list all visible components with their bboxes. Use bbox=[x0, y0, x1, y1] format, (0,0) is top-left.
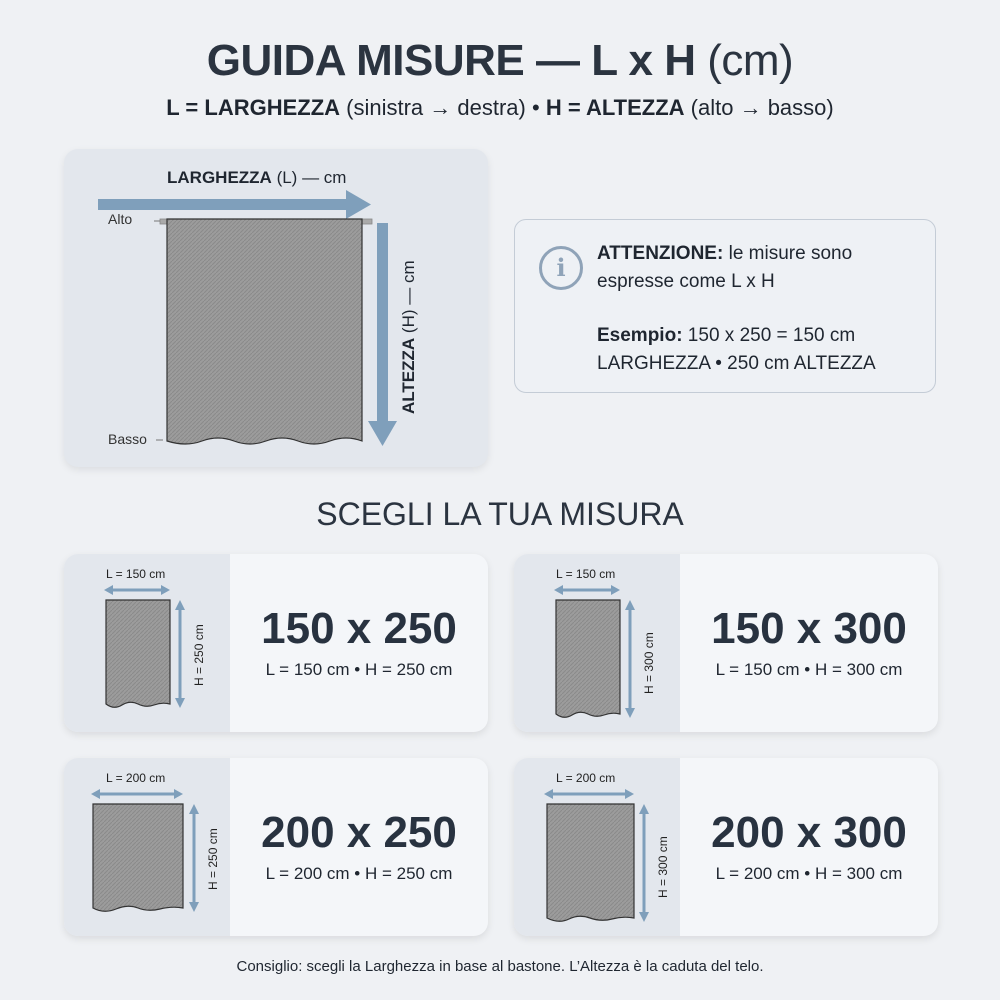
size-title: 150 x 250 bbox=[261, 604, 457, 653]
info-example-key: Esempio: bbox=[597, 325, 683, 346]
size-title: 150 x 300 bbox=[711, 604, 907, 653]
height-arrow-icon bbox=[175, 600, 185, 708]
info-note-text: le misure sono espresse come L x H bbox=[597, 243, 853, 292]
info-example bbox=[597, 322, 927, 378]
curtain-diagram bbox=[64, 149, 488, 467]
width-label-key: LARGHEZZA bbox=[167, 168, 272, 187]
footer-tip: Consiglio: scegli la Larghezza in base al bastone. L’Altezza è la caduta del telo. bbox=[236, 958, 764, 975]
size-detail: L = 150 cm • H = 300 cm bbox=[715, 660, 903, 679]
height-arrow-icon bbox=[625, 600, 635, 718]
size-thumbnail bbox=[514, 758, 680, 936]
size-option-card[interactable] bbox=[514, 554, 938, 732]
width-label-unit: (L) — cm bbox=[276, 168, 347, 187]
width-label: L = 150 cm bbox=[556, 567, 616, 581]
subtitle-l-desc: (sinistra → destra) bbox=[346, 95, 526, 120]
height-arrow-icon bbox=[368, 223, 397, 446]
height-label: H = 300 cm bbox=[656, 836, 670, 898]
curtain-fabric bbox=[547, 804, 634, 921]
page-subtitle bbox=[0, 95, 1000, 121]
title-unit: (cm) bbox=[707, 36, 794, 85]
info-callout bbox=[514, 219, 936, 393]
curtain-fabric bbox=[556, 600, 620, 717]
curtain-fabric bbox=[93, 804, 183, 911]
bottom-label: Basso bbox=[108, 431, 147, 447]
subtitle-l-key: L = LARGHEZZA bbox=[166, 95, 341, 120]
height-label: H = 250 cm bbox=[192, 624, 206, 686]
width-arrow-icon bbox=[91, 789, 183, 799]
size-option-card[interactable] bbox=[514, 758, 938, 936]
width-arrow-icon bbox=[544, 789, 634, 799]
section-title: SCEGLI LA TUA MISURA bbox=[316, 496, 684, 532]
info-example-text: 150 x 250 = 150 cm LARGHEZZA • 250 cm ALTEZZA bbox=[597, 325, 876, 374]
height-arrow-icon bbox=[189, 804, 199, 912]
curtain-fabric bbox=[167, 219, 362, 444]
size-option-card[interactable] bbox=[64, 758, 488, 936]
title-main: GUIDA MISURE — L x H bbox=[206, 36, 696, 85]
size-title: 200 x 300 bbox=[711, 808, 907, 857]
size-title: 200 x 250 bbox=[261, 808, 457, 857]
width-arrow-icon bbox=[554, 585, 620, 595]
size-thumbnail bbox=[64, 758, 230, 936]
subtitle-h-key: H = ALTEZZA bbox=[545, 95, 685, 120]
width-label: L = 150 cm bbox=[106, 567, 166, 581]
height-label: H = 300 cm bbox=[642, 632, 656, 694]
info-text bbox=[597, 240, 927, 378]
height-label: H = 250 cm bbox=[206, 828, 220, 890]
height-arrow-icon bbox=[639, 804, 649, 922]
top-label: Alto bbox=[108, 211, 133, 227]
width-arrow-icon bbox=[98, 190, 371, 219]
measurement-diagram-panel bbox=[64, 149, 488, 467]
height-label bbox=[399, 260, 419, 414]
info-note bbox=[597, 240, 927, 296]
width-arrow-icon bbox=[104, 585, 170, 595]
size-detail: L = 200 cm • H = 300 cm bbox=[715, 864, 903, 883]
size-detail: L = 200 cm • H = 250 cm bbox=[265, 864, 453, 883]
height-label-unit: (H) — cm bbox=[399, 260, 418, 334]
size-option-card[interactable] bbox=[64, 554, 488, 732]
curtain-fabric bbox=[106, 600, 170, 707]
height-label-key: ALTEZZA bbox=[399, 337, 418, 414]
subtitle-h-desc: (alto → basso) bbox=[690, 95, 834, 120]
width-label bbox=[167, 168, 346, 188]
info-icon: i bbox=[539, 246, 583, 290]
size-detail: L = 150 cm • H = 250 cm bbox=[265, 660, 453, 679]
width-label: L = 200 cm bbox=[106, 771, 166, 785]
info-note-key: ATTENZIONE: bbox=[597, 243, 724, 264]
subtitle-separator: • bbox=[532, 95, 540, 120]
size-thumbnail bbox=[64, 554, 230, 732]
page-title bbox=[0, 36, 1000, 86]
width-label: L = 200 cm bbox=[556, 771, 616, 785]
size-thumbnail bbox=[514, 554, 680, 732]
